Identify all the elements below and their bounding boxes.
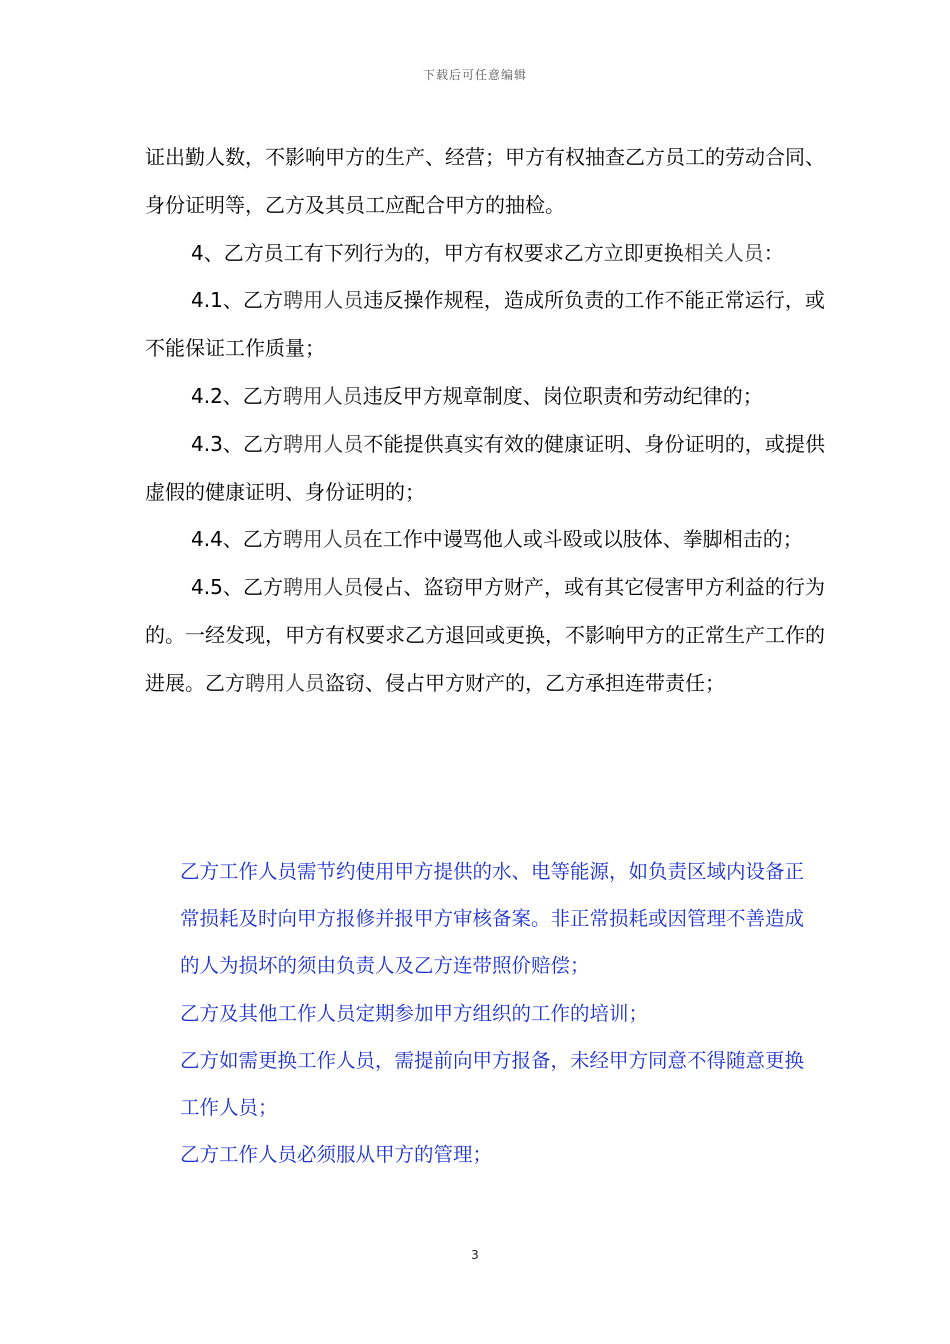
blue-paragraph-management: 乙方工作人员必须服从甲方的管理； [180,1143,493,1167]
blue-paragraph-energy: 乙方工作人员需节约使用甲方提供的水、电等能源，如负责区域内设备正常损耗及时向甲方报修并报甲方审核备案。非正常损耗或因管理不善造成的人为损坏的须由负责人及乙方连带照价赔偿； [180,860,805,978]
paragraph-clause-4-5: 4.5、乙方聘用人员侵占、盗窃甲方财产，或有其它侵害甲方利益的行为的。一经发现，甲方有权要求乙方退回或更换，不影响甲方的正常生产工作的进展。乙方聘用人员盗窃、侵占甲方财产的，乙方承担连带责任； [145,575,826,695]
paragraph-clause-4-3: 4.3、乙方聘用人员不能提供真实有效的健康证明、身份证明的，或提供虚假的健康证明、身份证明的； [145,431,826,504]
paragraph-clause-4: 4、乙方员工有下列行为的，甲方有权要求乙方立即更换相关人员： [191,240,784,265]
paragraph-continuation: 证出勤人数，不影响甲方的生产、经营；甲方有权抽查乙方员工的劳动合同、身份证明等，乙方及其员工应配合甲方的抽检。 [145,145,825,217]
page-header: 下载后可任意编辑 [422,68,527,82]
body-text [145,134,825,708]
page-number: 3 [471,1248,479,1262]
paragraph-clause-4-1: 4.1、乙方聘用人员违反操作规程，造成所负责的工作不能正常运行，或不能保证工作质量； [145,288,826,361]
blue-clauses [180,848,820,1178]
paragraph-clause-4-2: 4.2、乙方聘用人员违反甲方规章制度、岗位职责和劳动纪律的； [191,383,763,408]
blue-paragraph-training: 乙方及其他工作人员定期参加甲方组织的工作的培训； [180,1001,649,1025]
blue-paragraph-staff-change: 乙方如需更换工作人员，需提前向甲方报备，未经甲方同意不得随意更换工作人员； [180,1048,805,1120]
paragraph-clause-4-4: 4.4、乙方聘用人员在工作中谩骂他人或斗殴或以肢体、拳脚相击的； [191,527,803,552]
